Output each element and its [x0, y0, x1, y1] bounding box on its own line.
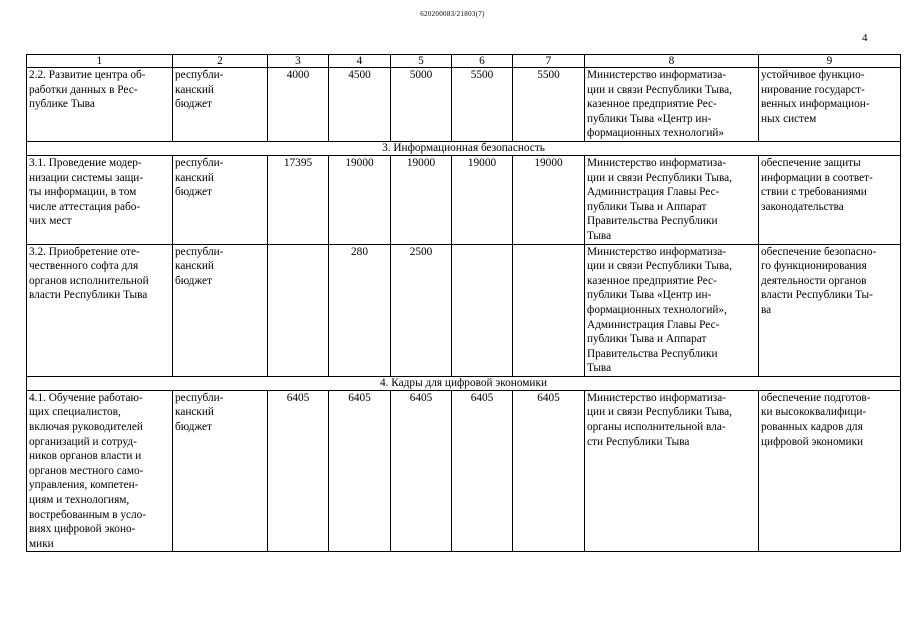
executors-cell: Министерство информатиза- ции и связи Республики Тыва, казенное предприятие Рес- публики Тыва «Центр ин- формационных технологий», Администрация Главы Рес- публики Тыва и Аппарат Правительства Республики Тыва: [585, 244, 759, 376]
activity-name-cell: 2.2. Развитие центра об- работки данных в Рес- публике Тыва: [27, 68, 173, 142]
document-id: 620200083/21803(7): [420, 10, 485, 18]
amount-col3-cell: [268, 244, 329, 376]
column-number: 6: [452, 55, 513, 68]
activity-name-cell: 3.1. Проведение модер- низации системы защи- ты информации, в том числе аттестация рабо- чих мест: [27, 155, 173, 244]
column-number: 3: [268, 55, 329, 68]
expected-result-cell: обеспечение подготов- ки высококвалифици- рованных кадров для цифровой экономики: [759, 390, 901, 552]
table-row: [27, 244, 901, 376]
expected-result-cell: обеспечение безопасно- го функционирования деятельности органов власти Республики Ты- ва: [759, 244, 901, 376]
activity-name-cell: 3.2. Приобретение оте- чественного софта для органов исполнительной власти Республики Тыва: [27, 244, 173, 376]
amount-col3-cell: 4000: [268, 68, 329, 142]
column-number: 4: [329, 55, 391, 68]
table-body: [27, 55, 901, 552]
executors-cell: Министерство информатиза- ции и связи Республики Тыва, Администрация Главы Рес- публики Тыва и Аппарат Правительства Республики Тыва: [585, 155, 759, 244]
funding-source-cell: республи- канский бюджет: [173, 244, 268, 376]
amount-col3-cell: 17395: [268, 155, 329, 244]
amount-col6-cell: 5500: [452, 68, 513, 142]
section-row: [27, 141, 901, 155]
amount-col7-cell: 5500: [513, 68, 585, 142]
section-row: [27, 376, 901, 390]
amount-col7-cell: 19000: [513, 155, 585, 244]
amount-col5-cell: 2500: [391, 244, 452, 376]
expected-result-cell: обеспечение защиты информации в соответ- ствии с требованиями законодательства: [759, 155, 901, 244]
amount-col4-cell: 4500: [329, 68, 391, 142]
page-number: 4: [862, 32, 868, 44]
table-row: [27, 155, 901, 244]
column-number: 9: [759, 55, 901, 68]
amount-col6-cell: 6405: [452, 390, 513, 552]
amount-col7-cell: [513, 244, 585, 376]
column-number: 1: [27, 55, 173, 68]
funding-source-cell: республи- канский бюджет: [173, 155, 268, 244]
column-number: 7: [513, 55, 585, 68]
column-number: 2: [173, 55, 268, 68]
program-table: [26, 54, 901, 552]
activity-name-cell: 4.1. Обучение работаю- щих специалистов, включая руководителей организаций и сотруд- ников органов власти и органов местного само- управления, компетен- циям и технологиям, востребованным в усло- виях цифровой эконо- мики: [27, 390, 173, 552]
amount-col7-cell: 6405: [513, 390, 585, 552]
amount-col4-cell: 19000: [329, 155, 391, 244]
funding-source-cell: республи- канский бюджет: [173, 68, 268, 142]
section-heading: 4. Кадры для цифровой экономики: [27, 376, 901, 390]
amount-col5-cell: 6405: [391, 390, 452, 552]
table-row: [27, 68, 901, 142]
column-number: 5: [391, 55, 452, 68]
column-number: 8: [585, 55, 759, 68]
expected-result-cell: устойчивое функцио- нирование государст- венных информацион- ных систем: [759, 68, 901, 142]
executors-cell: Министерство информатиза- ции и связи Республики Тыва, органы исполнительной вла- сти Республики Тыва: [585, 390, 759, 552]
amount-col6-cell: [452, 244, 513, 376]
section-heading: 3. Информационная безопасность: [27, 141, 901, 155]
funding-source-cell: республи- канский бюджет: [173, 390, 268, 552]
amount-col5-cell: 19000: [391, 155, 452, 244]
amount-col6-cell: 19000: [452, 155, 513, 244]
amount-col3-cell: 6405: [268, 390, 329, 552]
column-number-row: [27, 55, 901, 68]
amount-col4-cell: 280: [329, 244, 391, 376]
amount-col4-cell: 6405: [329, 390, 391, 552]
executors-cell: Министерство информатиза- ции и связи Республики Тыва, казенное предприятие Рес- публики Тыва «Центр ин- формационных технологий»: [585, 68, 759, 142]
table-row: [27, 390, 901, 552]
amount-col5-cell: 5000: [391, 68, 452, 142]
